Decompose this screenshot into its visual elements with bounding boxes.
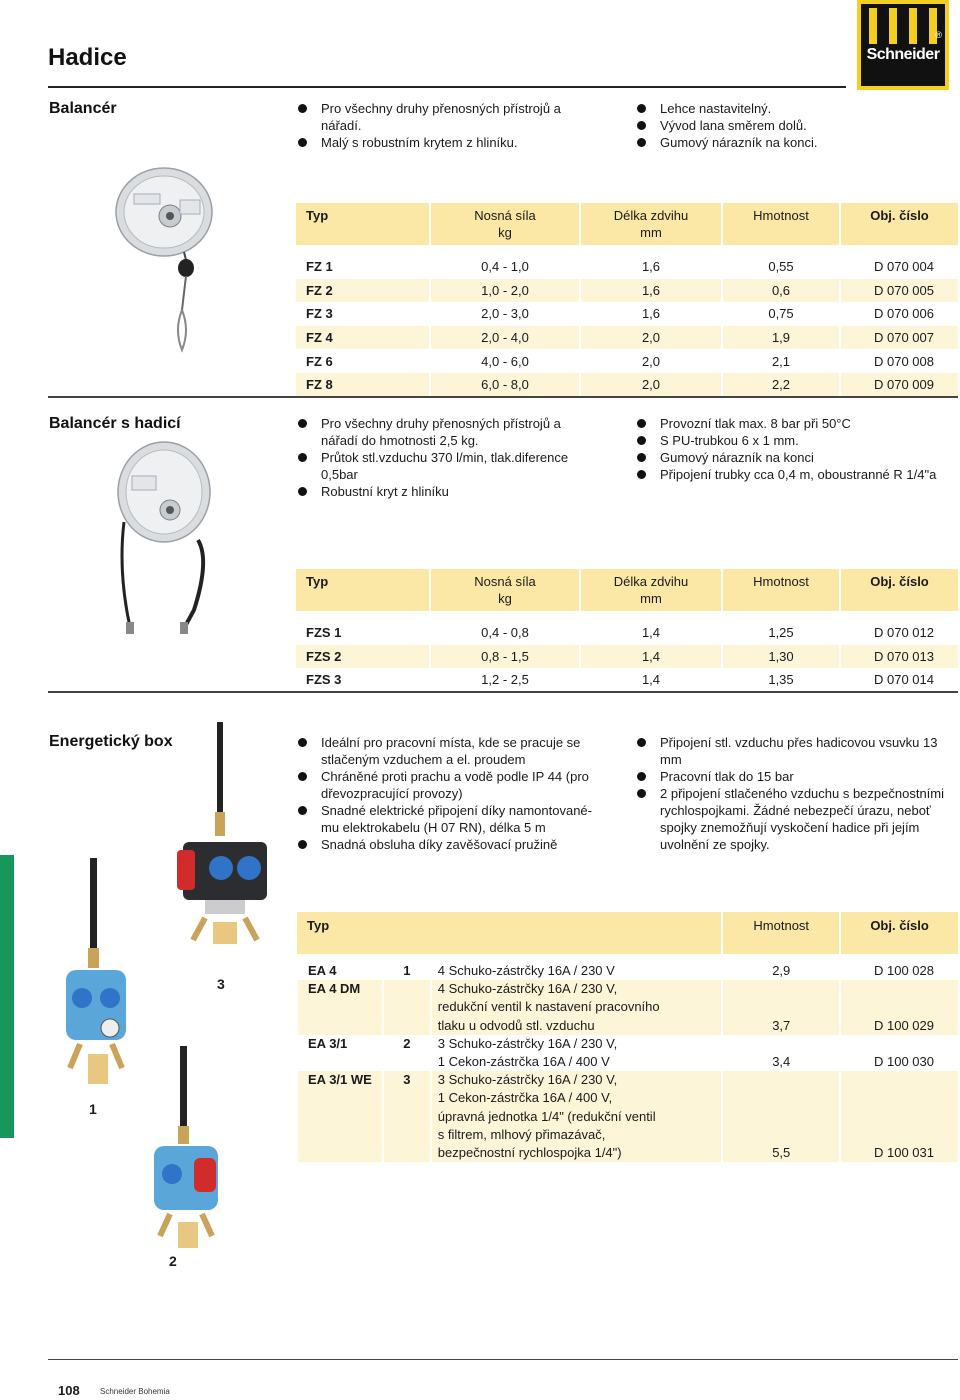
section-rule bbox=[48, 396, 958, 398]
image-label-2: 2 bbox=[169, 1253, 177, 1269]
feature-item: Robustní kryt z hliníku bbox=[298, 483, 588, 500]
logo-registered-mark: ® bbox=[935, 30, 942, 40]
page-number: 108 bbox=[58, 1383, 80, 1398]
logo-text: Schneider bbox=[866, 46, 940, 63]
energy-box-image-3 bbox=[175, 722, 275, 952]
section-title-energy-box: Energetický box bbox=[49, 733, 173, 750]
table-row: FZ 3 2,0 - 3,0 1,6 0,75 D 070 006 bbox=[296, 302, 958, 326]
balancer-hose-features-right bbox=[637, 415, 957, 483]
footer-rule bbox=[48, 1359, 958, 1360]
feature-item: Ideální pro pracovní místa, kde se pracuje se stlačeným vzduchem a el. proudem bbox=[298, 734, 608, 768]
table-header-row bbox=[296, 203, 958, 245]
energy-box-table bbox=[296, 912, 958, 1162]
energy-box-features-right bbox=[637, 734, 957, 853]
feature-item: Gumový nárazník na konci bbox=[637, 449, 957, 466]
col-order: Obj. číslo bbox=[840, 569, 958, 611]
image-label-1: 1 bbox=[89, 1101, 97, 1117]
feature-item: Pro všechny druhy přenosných přístrojů a nářadí. bbox=[298, 100, 588, 134]
section-color-tab bbox=[0, 855, 14, 1138]
feature-item: 2 připojení stlačeného vzduchu s bezpečnostními rychlospojkami. Žádné nebezpečí úrazu, neboť spojky znemožňují vyskočení hadice při jejím uvolnění ze spojky. bbox=[637, 785, 957, 853]
col-stroke: Délka zdvihu mm bbox=[580, 203, 722, 245]
feature-item: Lehce nastavitelný. bbox=[637, 100, 947, 117]
logo-bars-icon bbox=[869, 8, 937, 44]
table-row: EA 3/1 WE 3 3 Schuko-zástrčky 16A / 230 V, 1 Cekon-zástrčka 16A / 400 V, úpravná jednotka 1/4" (redukční ventil s filtrem, mlhový přimazávač, bezpečnostní rychlospojka 1/4") 5,5 D 100 031 bbox=[297, 1071, 958, 1162]
table-row: FZ 8 6,0 - 8,0 2,0 2,2 D 070 009 bbox=[296, 373, 958, 397]
table-row: EA 3/1 2 3 Schuko-zástrčky 16A / 230 V, 1 Cekon-zástrčka 16A / 400 V 3,4 D 100 030 bbox=[297, 1035, 958, 1071]
balancer-features-left bbox=[298, 100, 588, 151]
energy-box-image-1 bbox=[60, 858, 140, 1088]
col-weight: Hmotnost bbox=[722, 203, 840, 245]
col-load: Nosná síla kg bbox=[430, 569, 580, 611]
balancer-hose-features-left bbox=[298, 415, 588, 500]
feature-item: S PU-trubkou 6 x 1 mm. bbox=[637, 432, 957, 449]
feature-item: Snadná obsluha díky zavěšovací pružině bbox=[298, 836, 608, 853]
table-row: FZ 6 4,0 - 6,0 2,0 2,1 D 070 008 bbox=[296, 349, 958, 373]
balancer-table bbox=[296, 203, 958, 397]
feature-item: Připojení trubky cca 0,4 m, oboustranné R 1/4"a bbox=[637, 466, 957, 483]
balancer-hose-table bbox=[296, 569, 958, 692]
footer-brand: Schneider Bohemia bbox=[100, 1387, 170, 1396]
table-row: EA 4 1 4 Schuko-zástrčky 16A / 230 V 2,9 D 100 028 bbox=[297, 962, 958, 980]
table-header-row bbox=[297, 912, 958, 954]
energy-box-image-2 bbox=[150, 1046, 230, 1251]
col-weight: Hmotnost bbox=[722, 569, 840, 611]
feature-item: Malý s robustním krytem z hliníku. bbox=[298, 134, 588, 151]
feature-item: Připojení stl. vzduchu přes hadicovou vsuvku 13 mm bbox=[637, 734, 957, 768]
table-row: FZS 1 0,4 - 0,8 1,4 1,25 D 070 012 bbox=[296, 621, 958, 645]
feature-item: Vývod lana směrem dolů. bbox=[637, 117, 947, 134]
col-type: Typ bbox=[296, 203, 430, 245]
feature-item: Snadné elektrické připojení díky namontované- mu elektrokabelu (H 07 RN), délka 5 m bbox=[298, 802, 608, 836]
feature-item: Provozní tlak max. 8 bar při 50°C bbox=[637, 415, 957, 432]
section-title-balancer-hose: Balancér s hadicí bbox=[49, 415, 181, 432]
feature-item: Pro všechny druhy přenosných přístrojů a nářadí do hmotnosti 2,5 kg. bbox=[298, 415, 588, 449]
col-type: Typ bbox=[297, 912, 722, 954]
table-row: FZ 4 2,0 - 4,0 2,0 1,9 D 070 007 bbox=[296, 326, 958, 350]
feature-item: Průtok stl.vzduchu 370 l/min, tlak.diference 0,5bar bbox=[298, 449, 588, 483]
table-row: FZ 1 0,4 - 1,0 1,6 0,55 D 070 004 bbox=[296, 255, 958, 279]
table-row: FZS 2 0,8 - 1,5 1,4 1,30 D 070 013 bbox=[296, 645, 958, 669]
brand-logo bbox=[857, 0, 949, 90]
section-rule bbox=[48, 691, 958, 693]
feature-item: Pracovní tlak do 15 bar bbox=[637, 768, 957, 785]
table-row: FZS 3 1,2 - 2,5 1,4 1,35 D 070 014 bbox=[296, 668, 958, 692]
feature-item: Gumový nárazník na konci. bbox=[637, 134, 947, 151]
energy-box-features-left bbox=[298, 734, 608, 853]
table-row: EA 4 DM 4 Schuko-zástrčky 16A / 230 V, redukční ventil k nastavení pracovního tlaku u odvodů stl. vzduchu 3,7 D 100 029 bbox=[297, 980, 958, 1035]
col-weight: Hmotnost bbox=[722, 912, 840, 954]
image-label-3: 3 bbox=[217, 976, 225, 992]
balancer-features-right bbox=[637, 100, 947, 151]
section-title-balancer: Balancér bbox=[49, 100, 117, 117]
table-row: FZ 2 1,0 - 2,0 1,6 0,6 D 070 005 bbox=[296, 279, 958, 303]
balancer-image bbox=[108, 160, 220, 360]
balancer-hose-image bbox=[112, 432, 222, 637]
page-title: Hadice bbox=[48, 44, 127, 71]
table-header-row bbox=[296, 569, 958, 611]
title-rule bbox=[48, 86, 846, 88]
feature-item: Chráněné proti prachu a vodě podle IP 44 (pro dřevozpracující provozy) bbox=[298, 768, 608, 802]
col-order: Obj. číslo bbox=[840, 203, 958, 245]
col-stroke: Délka zdvihu mm bbox=[580, 569, 722, 611]
col-load: Nosná síla kg bbox=[430, 203, 580, 245]
col-order: Obj. číslo bbox=[840, 912, 958, 954]
col-type: Typ bbox=[296, 569, 430, 611]
